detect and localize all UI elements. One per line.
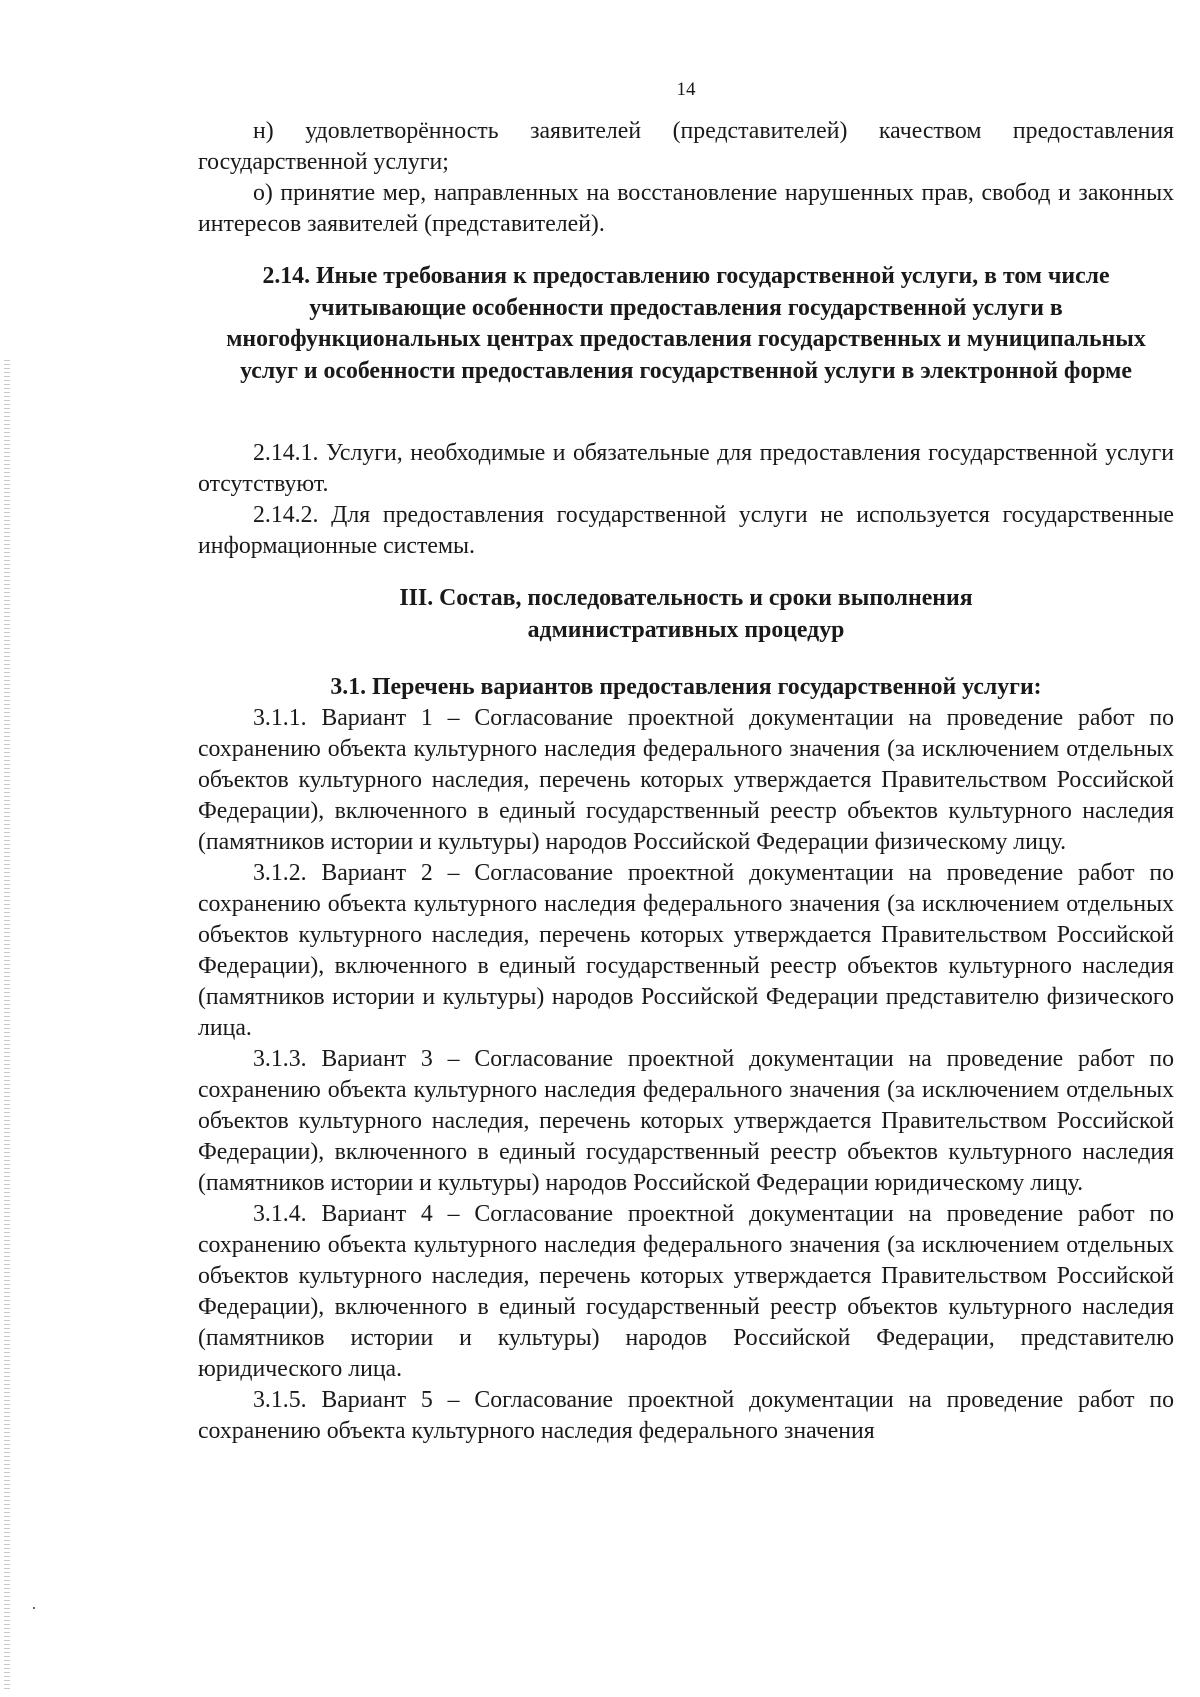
scan-speck xyxy=(33,1607,35,1609)
heading-III-line-1: III. Состав, последовательность и сроки выполнения xyxy=(399,585,973,611)
variant-3-1-1: 3.1.1. Вариант 1 – Согласование проектной документации на проведение работ по сохранению объекта культурного наследия федерального значения (за исключением отдельных объектов культурного наследия, перечень которых утверждается Правительством Российской Федерации), включенного в единый государственный реестр объектов культурного наследия (памятников истории и культуры) народов Российской Федерации физическому лицу. xyxy=(198,705,1174,855)
paragraph-2-14-1: 2.14.1. Услуги, необходимые и обязательные для предоставления государственной услуги отсутствуют. xyxy=(198,440,1174,497)
paragraph-2-14-2: 2.14.2. Для предоставления государственной услуги не используется государственные информационные системы. xyxy=(198,502,1174,559)
section-2-14-paragraphs xyxy=(198,438,1174,562)
variant-3-1-2: 3.1.2. Вариант 2 – Согласование проектной документации на проведение работ по сохранению объекта культурного наследия федерального значения (за исключением отдельных объектов культурного наследия, перечень которых утверждается Правительством Российской Федерации), включенного в единый государственный реестр объектов культурного наследия (памятников истории и культуры) народов Российской Федерации представителю физического лица. xyxy=(198,860,1174,1041)
item-o-paragraph: о) принятие мер, направленных на восстановление нарушенных прав, свобод и законных интересов заявителей (представителей). xyxy=(198,180,1174,237)
heading-III-line-2: административных процедур xyxy=(527,616,845,643)
item-n-paragraph: н) удовлетворённость заявителей (представителей) качеством предоставления государственной услуги; xyxy=(198,118,1174,175)
heading-III-block xyxy=(198,583,1174,646)
heading-2-14-block xyxy=(198,261,1174,387)
scan-margin-artifact xyxy=(4,360,10,1690)
section-top-items xyxy=(198,116,1174,240)
section-3-1 xyxy=(198,672,1174,1447)
heading-2-14: 2.14. Иные требования к предоставлению государственной услуги, в том числе учитывающие особенности предоставления государственной услуги в многофункциональных центрах предоставления государственных и муниципальных услуг и особенности предоставления государственной услуги в электронной форме xyxy=(226,263,1146,384)
heading-3-1: 3.1. Перечень вариантов предоставления государственной услуги: xyxy=(330,674,1042,700)
page-number: 14 xyxy=(676,79,696,100)
variant-3-1-3: 3.1.3. Вариант 3 – Согласование проектной документации на проведение работ по сохранению объекта культурного наследия федерального значения (за исключением отдельных объектов культурного наследия, перечень которых утверждается Правительством Российской Федерации), включенного в единый государственный реестр объектов культурного наследия (памятников истории и культуры) народов Российской Федерации юридическому лицу. xyxy=(198,1046,1174,1196)
variant-3-1-5: 3.1.5. Вариант 5 – Согласование проектной документации на проведение работ по сохранению объекта культурного наследия федерального значения xyxy=(198,1387,1174,1444)
variant-3-1-4: 3.1.4. Вариант 4 – Согласование проектной документации на проведение работ по сохранению объекта культурного наследия федерального значения (за исключением отдельных объектов культурного наследия, перечень которых утверждается Правительством Российской Федерации), включенного в единый государственный реестр объектов культурного наследия (памятников истории и культуры) народов Российской Федерации, представителю юридического лица. xyxy=(198,1201,1174,1382)
